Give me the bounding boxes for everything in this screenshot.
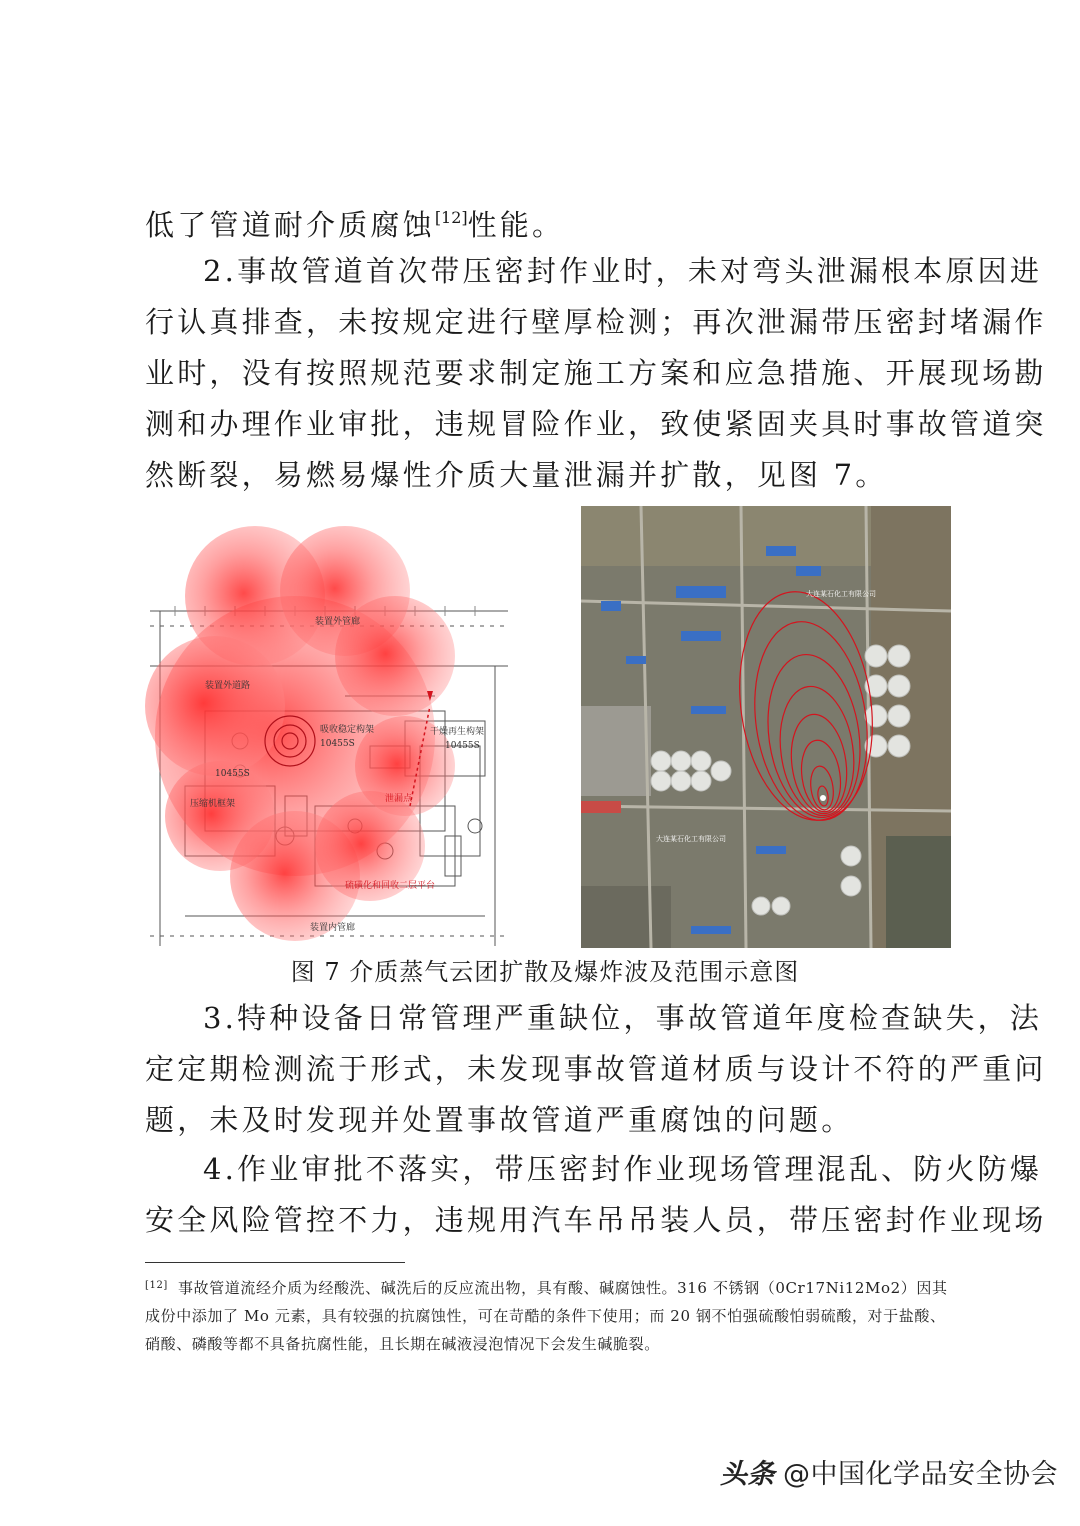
paragraph-line: 行认真排查，未按规定进行壁厚检测；再次泄漏带压密封堵漏作 <box>145 305 1047 339</box>
red-roof-building <box>581 801 621 813</box>
paragraph-line: 测和办理作业审批，违规冒险作业，致使紧固夹具时事故管道突 <box>145 407 1047 441</box>
text-span: 性能。 <box>467 208 565 242</box>
label-compressor-frame: 压缩机框架 <box>190 799 236 809</box>
footnote <box>145 1272 948 1358</box>
paragraph-4 <box>145 1144 1047 1246</box>
vapor-cloud-svg <box>145 506 513 948</box>
source-watermark <box>720 1452 1058 1491</box>
footnote-line: 硝酸、磷酸等都不具备抗腐性能，且长期在碱液浸泡情况下会发生碱脆裂。 <box>145 1335 660 1353</box>
label-leak-point: 泄漏点 <box>385 794 413 804</box>
paragraph-line: 然断裂，易燃易爆性介质大量泄漏并扩散，见图 7。 <box>145 458 888 492</box>
label-dry-frame: 干燥再生构架 <box>430 727 485 737</box>
company-label-south: 大连某石化工有限公司 <box>656 835 726 843</box>
paragraph-line <box>145 192 945 251</box>
paragraph-line: 安全风险管控不力，违规用汽车吊吊装人员，带压密封作业现场 <box>145 1203 1047 1237</box>
label-code-1: 10455S <box>320 739 355 749</box>
company-label-north: 大连某石化工有限公司 <box>806 590 876 598</box>
paragraph-line: 题，未及时发现并处置事故管道严重腐蚀的问题。 <box>145 1103 854 1137</box>
label-outer-pipe-rack: 装置外管廊 <box>315 617 361 627</box>
footnote-reference[interactable]: [12] <box>434 208 468 227</box>
paragraph-line: 2.事故管道首次带压密封作业时，未对弯头泄漏根本原因进 <box>203 254 1043 288</box>
label-code-3: 10455S <box>445 741 480 751</box>
paragraph-line: 4.作业审批不落实，带压密封作业现场管理混乱、防火防爆 <box>203 1152 1043 1186</box>
footnote-line: 成份中添加了 Mo 元素，具有较强的抗腐蚀性，可在苛酷的条件下使用；而 20 钢不怕强硫酸怕弱硫酸，对于盐酸、 <box>145 1307 946 1325</box>
explosion-center <box>820 795 826 801</box>
paragraph-2 <box>145 246 1047 501</box>
satellite-svg <box>581 506 951 948</box>
label-inner-pipe-rack: 装置内管廊 <box>310 923 356 933</box>
vapor-cloud-diagram <box>145 506 513 948</box>
paragraph-line: 定定期检测流于形式，未发现事故管道材质与设计不符的严重问 <box>145 1052 1047 1086</box>
label-absorb-frame: 吸收稳定构架 <box>320 725 375 735</box>
label-code-2: 10455S <box>215 769 250 779</box>
watermark-text: @中国化学品安全协会 <box>783 1459 1058 1490</box>
footnote-text: 事故管道流经介质为经酸洗、碱洗后的反应流出物，具有酸、碱腐蚀性。316 不锈钢（0Cr17Ni12Mo2）因其 <box>177 1279 948 1297</box>
footnote-divider <box>145 1262 405 1263</box>
footnote-line <box>145 1272 948 1302</box>
label-outer-road: 装置外道路 <box>205 681 251 691</box>
paragraph-3 <box>145 993 1047 1146</box>
label-platform: 硫磺化和回收二层平台 <box>345 881 436 891</box>
blast-range-satellite-map <box>581 506 951 948</box>
footnote-mark: [12] <box>145 1280 168 1291</box>
text-span: 低了管道耐介质腐蚀 <box>145 208 435 242</box>
paragraph-line: 3.特种设备日常管理严重缺位，事故管道年度检查缺失，法 <box>203 1001 1043 1035</box>
watermark-logo: 头条 <box>720 1459 775 1490</box>
figure-caption: 图 7 介质蒸气云团扩散及爆炸波及范围示意图 <box>290 958 800 986</box>
paragraph-continuation <box>145 192 945 251</box>
paragraph-line: 业时，没有按照规范要求制定施工方案和应急措施、开展现场勘 <box>145 356 1047 390</box>
